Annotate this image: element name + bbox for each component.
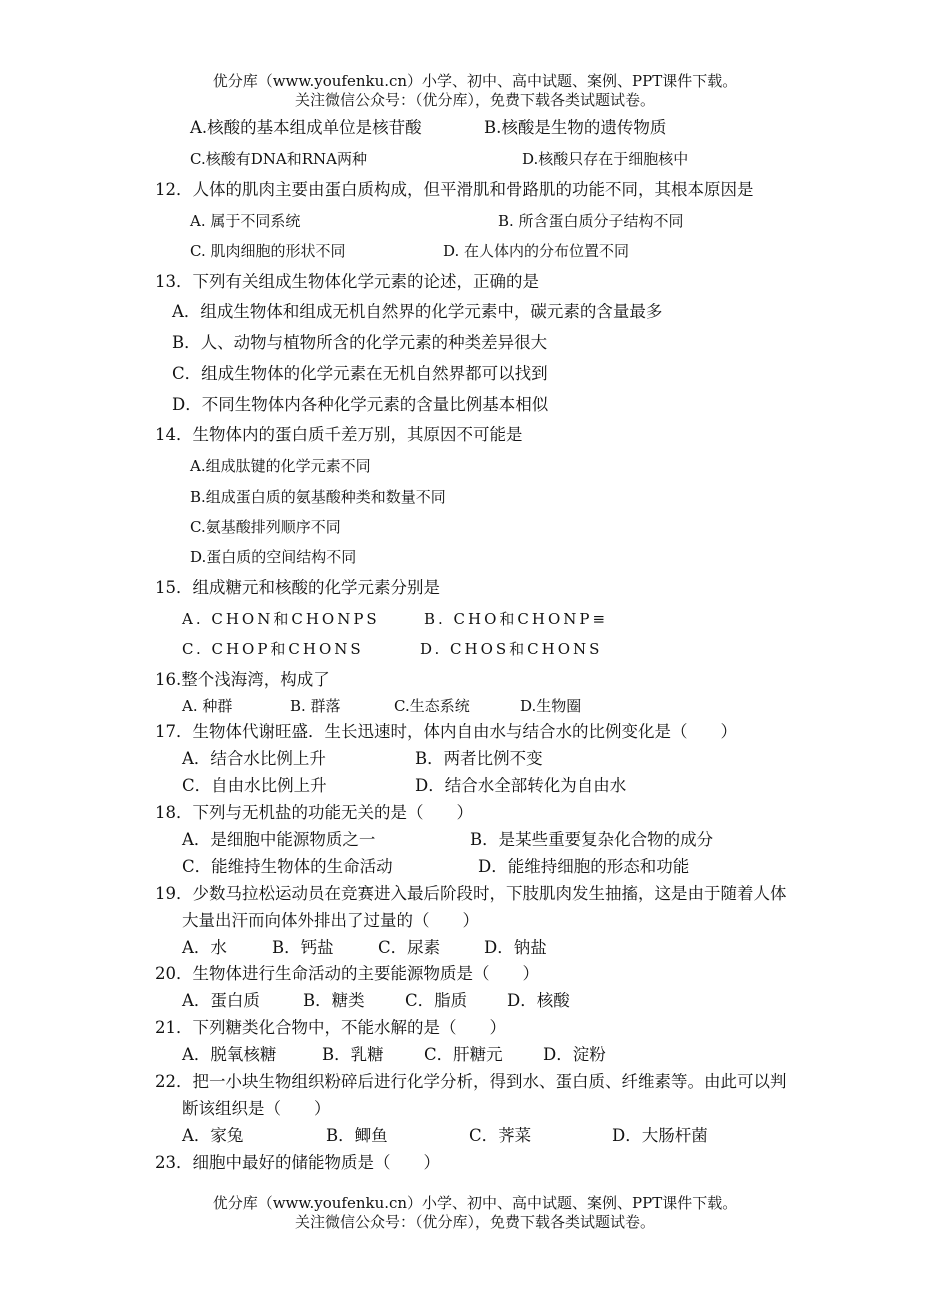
page-header [0,72,950,110]
q11-option-d: D.核酸只存在于细胞核中 [522,150,689,168]
q17-option-b: B．两者比例不变 [415,749,543,768]
q12-option-a: A. 属于不同系统 [190,212,301,230]
q12-option-d: D. 在人体内的分布位置不同 [443,242,630,260]
q20-option-a: A．蛋白质 [182,991,260,1010]
q22-option-a: A．家兔 [182,1126,244,1145]
q19-stem-line-1: 19．少数马拉松运动员在竞赛进入最后阶段时，下肢肌肉发生抽搐，这是由于随着人体 [155,884,787,903]
footer-line-2: 关注微信公众号：（优分库），免费下载各类试题试卷。 [294,1213,655,1231]
q18-stem: 18．下列与无机盐的功能无关的是（ ） [155,803,473,822]
q11-option-a: A.核酸的基本组成单位是核苷酸 [190,118,422,137]
q18-option-b: B．是某些重要复杂化合物的成分 [470,830,714,849]
q14-option-a: A.组成肽键的化学元素不同 [190,457,371,475]
q18-option-a: A．是细胞中能源物质之一 [182,830,376,849]
q21-option-a: A．脱氧核糖 [182,1045,277,1064]
q22-option-d: D．大肠杆菌 [612,1126,708,1145]
q14-option-b: B.组成蛋白质的氨基酸种类和数量不同 [190,488,446,506]
q17-option-d: D．结合水全部转化为自由水 [415,776,627,795]
header-line-1: 优分库（www.youfenku.cn）小学、初中、高中试题、案例、PPT课件下载。 [212,72,738,90]
q13-stem: 13．下列有关组成生物体化学元素的论述，正确的是 [155,272,539,291]
q21-option-c: C．肝糖元 [424,1045,503,1064]
q22-option-c: C．荠菜 [469,1126,532,1145]
q12-stem: 12．人体的肌肉主要由蛋白质构成，但平滑肌和骨路肌的功能不同，其根本原因是 [155,180,754,199]
q13-option-a: A．组成生物体和组成无机自然界的化学元素中，碳元素的含量最多 [172,302,663,321]
q20-option-c: C．脂质 [405,991,468,1010]
q13-option-c: C．组成生物体的化学元素在无机自然界都可以找到 [172,364,548,383]
q15-option-a: A. CHON和CHONPS [182,610,380,628]
q19-option-b: B．钙盐 [272,938,334,957]
footer-line-1: 优分库（www.youfenku.cn）小学、初中、高中试题、案例、PPT课件下载。 [212,1194,738,1212]
q17-stem: 17．生物体代谢旺盛．生长迅速时，体内自由水与结合水的比例变化是（ ） [155,722,737,741]
q16-stem: 16.整个浅海湾，构成了 [155,670,330,689]
q12-option-c: C. 肌肉细胞的形状不同 [190,242,346,260]
page-footer [0,1194,950,1232]
q20-option-b: B．糖类 [303,991,365,1010]
q14-stem: 14．生物体内的蛋白质千差万别，其原因不可能是 [155,425,523,444]
q18-option-c: C．能维持生物体的生命活动 [182,857,393,876]
q16-option-d: D.生物圈 [520,697,582,715]
q15-option-d: D. CHOS和CHONS [420,640,603,658]
q19-option-a: A．水 [182,938,227,957]
q15-option-c: C. CHOP和CHONS [182,640,364,658]
header-line-2: 关注微信公众号：（优分库），免费下载各类试题试卷。 [294,91,655,109]
q21-option-b: B．乳糖 [322,1045,384,1064]
q13-option-b: B．人、动物与植物所含的化学元素的种类差异很大 [172,333,548,352]
q16-option-a: A. 种群 [182,697,233,715]
q19-option-d: D．钠盐 [484,938,547,957]
q21-stem: 21．下列糖类化合物中，不能水解的是（ ） [155,1018,506,1037]
q17-option-a: A．结合水比例上升 [182,749,326,768]
q20-stem: 20．生物体进行生命活动的主要能源物质是（ ） [155,964,539,983]
q14-option-c: C.氨基酸排列顺序不同 [190,518,341,536]
q22-stem-line-1: 22．把一小块生物组织粉碎后进行化学分析，得到水、蛋白质、纤维素等。由此可以判 [155,1072,787,1091]
q16-option-c: C.生态系统 [394,697,470,715]
q19-stem-line-2: 大量出汗而向体外排出了过量的（ ） [182,911,479,930]
q18-option-d: D．能维持细胞的形态和功能 [478,857,690,876]
q15-stem: 15．组成糖元和核酸的化学元素分别是 [155,578,440,597]
q14-option-d: D.蛋白质的空间结构不同 [190,548,357,566]
q11-option-b: B.核酸是生物的遗传物质 [484,118,667,137]
q22-option-b: B．鲫鱼 [326,1126,388,1145]
q11-option-c: C.核酸有DNA和RNA两种 [190,150,367,168]
q17-option-c: C．自由水比例上升 [182,776,327,795]
q12-option-b: B. 所含蛋白质分子结构不同 [498,212,684,230]
q22-stem-line-2: 断该组织是（ ） [182,1099,331,1118]
q13-option-d: D．不同生物体内各种化学元素的含量比例基本相似 [172,395,549,414]
q19-option-c: C．尿素 [378,938,441,957]
q16-option-b: B. 群落 [290,697,341,715]
q21-option-d: D．淀粉 [543,1045,606,1064]
q23-stem: 23．细胞中最好的储能物质是（ ） [155,1153,440,1172]
q20-option-d: D．核酸 [507,991,570,1010]
q15-option-b: B. CHO和CHONP≡ [424,610,609,628]
